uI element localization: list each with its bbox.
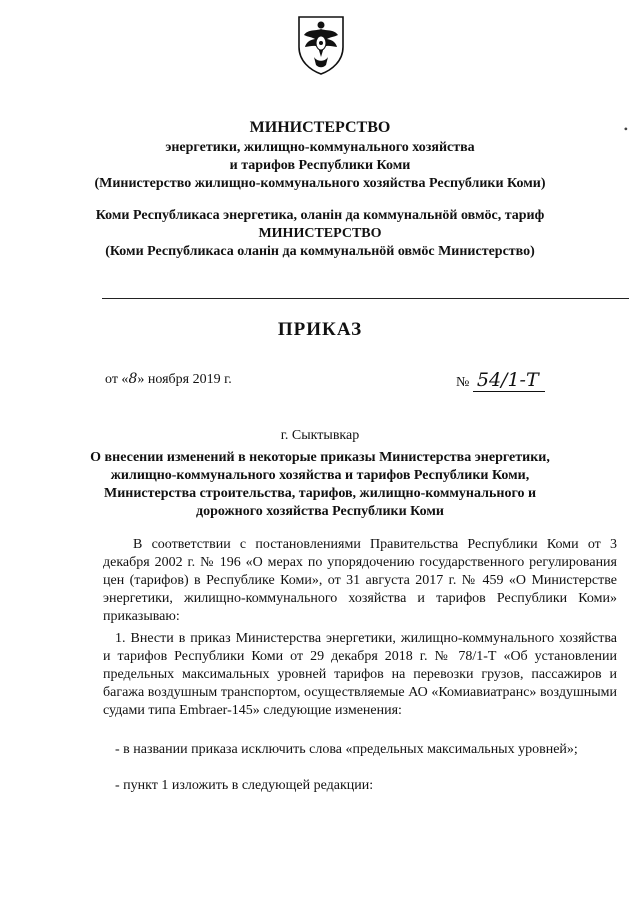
city: г. Сыктывкар: [280, 428, 360, 443]
komi-title: МИНИСТЕРСТВО: [258, 226, 382, 241]
preamble-paragraph: В соответствии с постановлениями Правительства Республики Коми от 3 декабря 2002 г. № 196 «О мерах по упорядочению государственного регулирования цен (тарифов) в Республике Коми», от 31 августа 2017 г. № 459 «О Министерстве энергетики, жилищно-коммунального хозяйства и тарифов Республики Коми» приказываю:: [103, 537, 617, 624]
ministry-name-line-3: и тарифов Республики Коми: [229, 158, 411, 173]
number-prefix: №: [456, 375, 470, 390]
komi-short-name: (Коми Республикаса оланiн да коммунальнöй овмöс Министерство): [105, 244, 535, 259]
subject-line-2: жилищно-коммунального хозяйства и тарифов Республики Коми,: [110, 468, 530, 483]
date-prefix: от «: [105, 372, 129, 387]
bullet-2: - пункт 1 изложить в следующей редакции:: [115, 778, 374, 793]
bullet-1: - в названии приказа исключить слова «предельных максимальных уровней»;: [115, 742, 578, 757]
ministry-title: МИНИСТЕРСТВО: [249, 119, 391, 136]
header-divider: [102, 298, 629, 299]
subject-line-3: Министерства строительства, тарифов, жилищно-коммунального и: [103, 486, 537, 501]
subject-line-1: О внесении изменений в некоторые приказы Министерства энергетики,: [90, 450, 550, 465]
order-number: [456, 369, 545, 391]
number-value-handwritten: 54/1-Т: [473, 369, 545, 392]
ministry-short-name: (Министерство жилищно-коммунального хозяйства Республики Коми): [94, 176, 546, 191]
date-day-handwritten: 8: [128, 371, 138, 387]
coat-of-arms-emblem: [296, 13, 346, 75]
item-1-paragraph: 1. Внести в приказ Министерства энергетики, жилищно-коммунального хозяйства и тарифов Республики Коми от 29 декабря 2018 г. № 78/1-Т «Об установлении предельных максимальных уровней тарифов на перевозки грузов, пассажиров и багажа воздушным транспортом, осуществляемые АО «Комиавиатранс» воздушными судами типа Embraer-145» следующие изменения:: [103, 631, 617, 718]
document-type-title: ПРИКАЗ: [277, 319, 363, 340]
ministry-name-line-2: энергетики, жилищно-коммунального хозяйства: [165, 140, 475, 155]
margin-mark: •: [623, 122, 628, 136]
order-date: [105, 371, 232, 388]
date-suffix: » ноября 2019 г.: [137, 372, 232, 387]
komi-name-line-1: Коми Республикаса энергетика, оланiн да коммунальнöй овмöс, тариф: [95, 208, 545, 223]
subject-line-4: дорожного хозяйства Республики Коми: [196, 504, 444, 519]
